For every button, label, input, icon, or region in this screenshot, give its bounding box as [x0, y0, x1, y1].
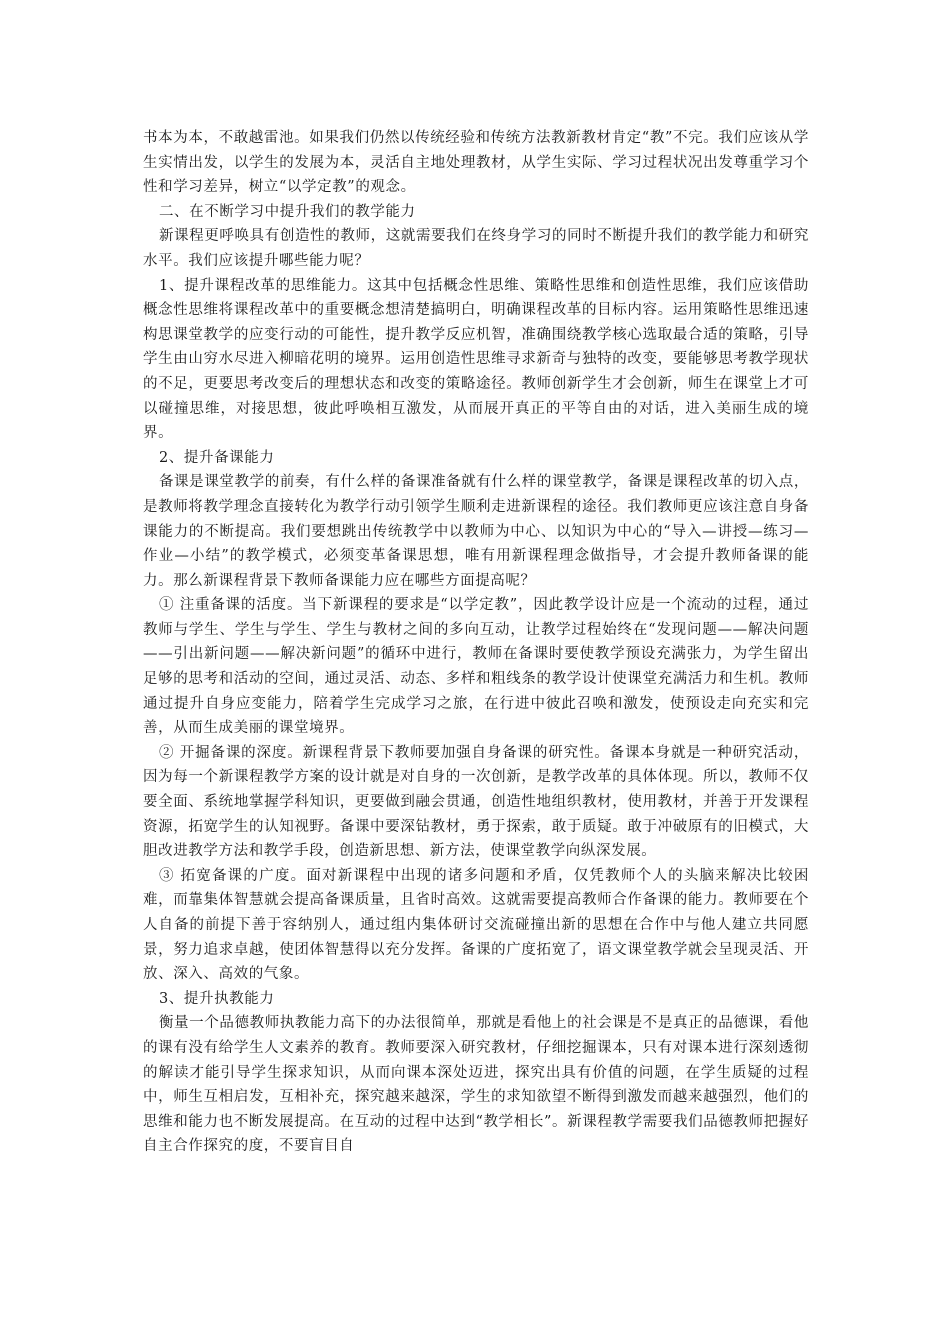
subheading-lesson-prep: 2、提升备课能力 — [158, 449, 275, 466]
paragraph-item-1: ① 注重备课的活度。当下新课程的要求是“以学定教”，因此教学设计应是一个流动的过程，通过教师与学生、学生与学生、学生与教材之间的多向互动，让教学过程始终在“发现问题——解决问题——引出新问题——解决新问题”的循环中进行，教师在备课时要使教学预设充满张力，为学生留出足够的思考和活动的空间，通过灵活、动态、多样和粗线条的教学设计使课堂充满活力和生机。教师通过提升自身应变能力，陪着学生完成学习之旅，在行进中彼此召唤和激发，使预设走向充实和完善，从而生成美丽的课堂境界。 — [143, 597, 809, 737]
section-heading-2: 二、在不断学习中提升我们的教学能力 — [158, 203, 416, 220]
paragraph-item-3: ③ 拓宽备课的广度。面对新课程中出现的诸多问题和矛盾，仅凭教师个人的头脑来解决比较困难，而靠集体智慧就会提高备课质量，且省时高效。这就需要提高教师合作备课的能力。教师要在个人自备的前提下善于容纳别人，通过组内集体研讨交流碰撞出新的思想在合作中与他人建立共同愿景，努力追求卓越，使团体智慧得以充分发挥。备课的广度拓宽了，语文课堂教学就会呈现灵活、开放、深入、高效的气象。 — [143, 867, 809, 983]
paragraph-intro: 新课程更呼唤具有创造性的教师，这就需要我们在终身学习的同时不断提升我们的教学能力和研究水平。我们应该提升哪些能力呢？ — [143, 228, 809, 269]
paragraph-continuation: 书本为本，不敢越雷池。如果我们仍然以传统经验和传统方法教新教材肯定“教”不完。我们应该从学生实情出发，以学生的发展为本，灵活自主地处理教材，从学生实际、学习过程状况出发尊重学习个性和学习差异，树立“以学定教”的观念。 — [143, 130, 809, 196]
paragraph-lesson-prep: 备课是课堂教学的前奏，有什么样的备课准备就有什么样的课堂教学，备课是课程改革的切入点，是教师将教学理念直接转化为教学行动引领学生顺利走进新课程的途径。我们教师更应该注意自身备课能力的不断提高。我们要想跳出传统教学中以教师为中心、以知识为中心的“导入—讲授—练习—作业—小结”的教学模式，必须变革备课思想，唯有用新课程理念做指导，才会提升教师备课的能力。那么新课程背景下教师备课能力应在哪些方面提高呢？ — [143, 474, 809, 589]
paragraph-item-2: ② 开掘备课的深度。新课程背景下教师要加强自身备课的研究性。备课本身就是一种研究活动，因为每一个新课程教学方案的设计就是对自身的一次创新，是教学改革的具体体现。所以，教师不仅要全面、系统地掌握学科知识，更要做到融会贯通，创造性地组织教材，使用教材，并善于开发课程资源，拓宽学生的认知视野。备课中要深钻教材，勇于探索，敢于质疑。敢于冲破原有的旧模式，大胆改进教学方法和教学手段，创造新思想、新方法，使课堂教学向纵深发展。 — [143, 744, 809, 860]
document-page — [143, 126, 809, 1159]
paragraph-teaching-ability: 衡量一个品德教师执教能力高下的办法很简单，那就是看他上的社会课是不是真正的品德课，看他的课有没有给学生人文素养的教育。教师要深入研究教材，仔细挖掘课本，只有对课本进行深刻透彻的解读才能引导学生探求知识，从而向课本深处迈进，探究出具有价值的问题，在学生质疑的过程中，师生互相启发，互相补充，探究越来越深，学生的求知欲望不断得到激发而越来越强烈，他们的思维和能力也不断发展提高。在互动的过程中达到“教学相长”。新课程教学需要我们品德教师把握好自主合作探究的度，不要盲目自 — [143, 1015, 809, 1155]
paragraph-thinking-ability: 1、提升课程改革的思维能力。这其中包括概念性思维、策略性思维和创造性思维，我们应该借助概念性思维将课程改革中的重要概念想清楚搞明白，明确课程改革的目标内容。运用策略性思维迅速构思课堂教学的应变行动的可能性，提升教学反应机智，准确围绕教学核心选取最合适的策略，引导学生由山穷水尽进入柳暗花明的境界。运用创造性思维寻求新奇与独特的改变，要能够思考教学现状的不足，更要思考改变后的理想状态和改变的策略途径。教师创新学生才会创新，师生在课堂上才可以碰撞思维，对接思想，彼此呼唤相互激发，从而展开真正的平等自由的对话，进入美丽生成的境界。 — [143, 277, 809, 442]
subheading-teaching-ability: 3、提升执教能力 — [158, 990, 275, 1007]
